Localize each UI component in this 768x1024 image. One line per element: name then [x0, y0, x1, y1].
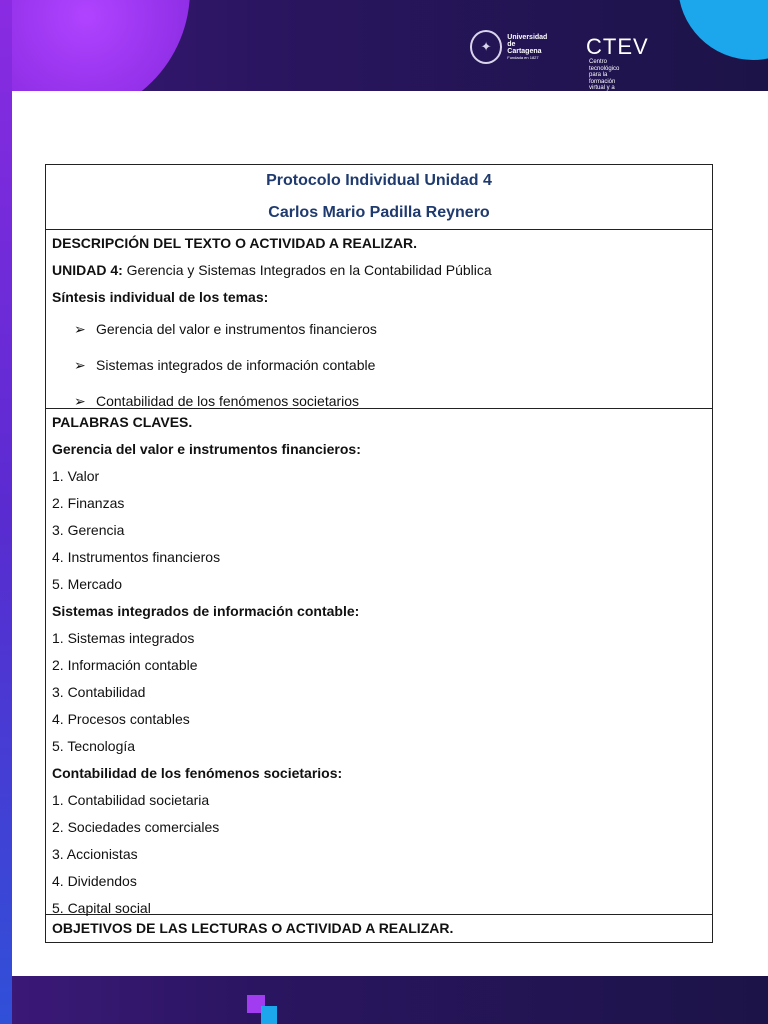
university-name-line2: de Cartagena	[507, 41, 542, 55]
list-item: ➢ Gerencia del valor e instrumentos financieros	[52, 311, 712, 347]
decorative-cyan-square	[261, 1006, 277, 1024]
keyword-group-title: Contabilidad de los fenómenos societarios:	[52, 765, 343, 781]
keyword-item: 4. Procesos contables	[52, 711, 190, 727]
keyword-item: 3. Contabilidad	[52, 684, 146, 700]
keyword-item: 5. Mercado	[52, 576, 123, 592]
description-heading: DESCRIPCIÓN DEL TEXTO O ACTIVIDAD A REALIZAR.	[52, 235, 418, 251]
title-section	[46, 165, 712, 230]
unit-text: Gerencia y Sistemas Integrados en la Contabilidad Pública	[122, 262, 492, 278]
keyword-group-title: Gerencia del valor e instrumentos financieros:	[52, 441, 361, 457]
keyword-item: 2. Finanzas	[52, 495, 125, 511]
keyword-item: 1. Valor	[52, 468, 100, 484]
keyword-group-title: Sistemas integrados de información contable:	[52, 603, 360, 619]
author-name: Carlos Mario Padilla Reynero	[268, 204, 490, 221]
keyword-item: 4. Instrumentos financieros	[52, 549, 221, 565]
arrow-bullet-icon: ➢	[74, 321, 86, 337]
left-gradient-strip	[0, 0, 12, 1024]
keyword-item: 3. Accionistas	[52, 846, 138, 862]
keyword-item: 4. Dividendos	[52, 873, 137, 889]
keyword-item: 2. Información contable	[52, 657, 198, 673]
university-tagline: Fundada en 1827	[507, 55, 539, 60]
university-logo	[470, 30, 549, 64]
keyword-item: 1. Sistemas integrados	[52, 630, 195, 646]
keyword-item: 5. Capital social	[52, 900, 151, 916]
objectives-heading: OBJETIVOS DE LAS LECTURAS O ACTIVIDAD A REALIZAR.	[52, 920, 454, 936]
document-title: Protocolo Individual Unidad 4	[266, 172, 492, 189]
description-section	[46, 230, 712, 409]
keyword-item: 1. Contabilidad societaria	[52, 792, 210, 808]
arrow-bullet-icon: ➢	[74, 357, 86, 373]
unit-label: UNIDAD 4:	[52, 262, 123, 278]
unit-line	[52, 257, 712, 284]
list-item: ➢ Sistemas integrados de información contable	[52, 347, 712, 383]
keyword-item: 2. Sociedades comerciales	[52, 819, 220, 835]
ctev-subtitle: Centro tecnológico para la formación virtual y a	[589, 59, 620, 92]
keyword-item: 5. Tecnología	[52, 738, 136, 754]
protocol-table	[45, 164, 713, 943]
arrow-bullet-icon: ➢	[74, 393, 86, 409]
objectives-section	[46, 915, 712, 942]
university-seal-icon: ✦	[470, 30, 502, 64]
ctev-mark: CTEV	[586, 34, 649, 59]
list-item: ➢ Contabilidad de los fenómenos societarios	[52, 383, 712, 419]
synthesis-heading: Síntesis individual de los temas:	[52, 289, 269, 305]
university-name-line1: Universidad	[507, 34, 548, 41]
keywords-section	[46, 409, 712, 915]
keywords-heading: PALABRAS CLAVES.	[52, 414, 193, 430]
keyword-item: 3. Gerencia	[52, 522, 125, 538]
